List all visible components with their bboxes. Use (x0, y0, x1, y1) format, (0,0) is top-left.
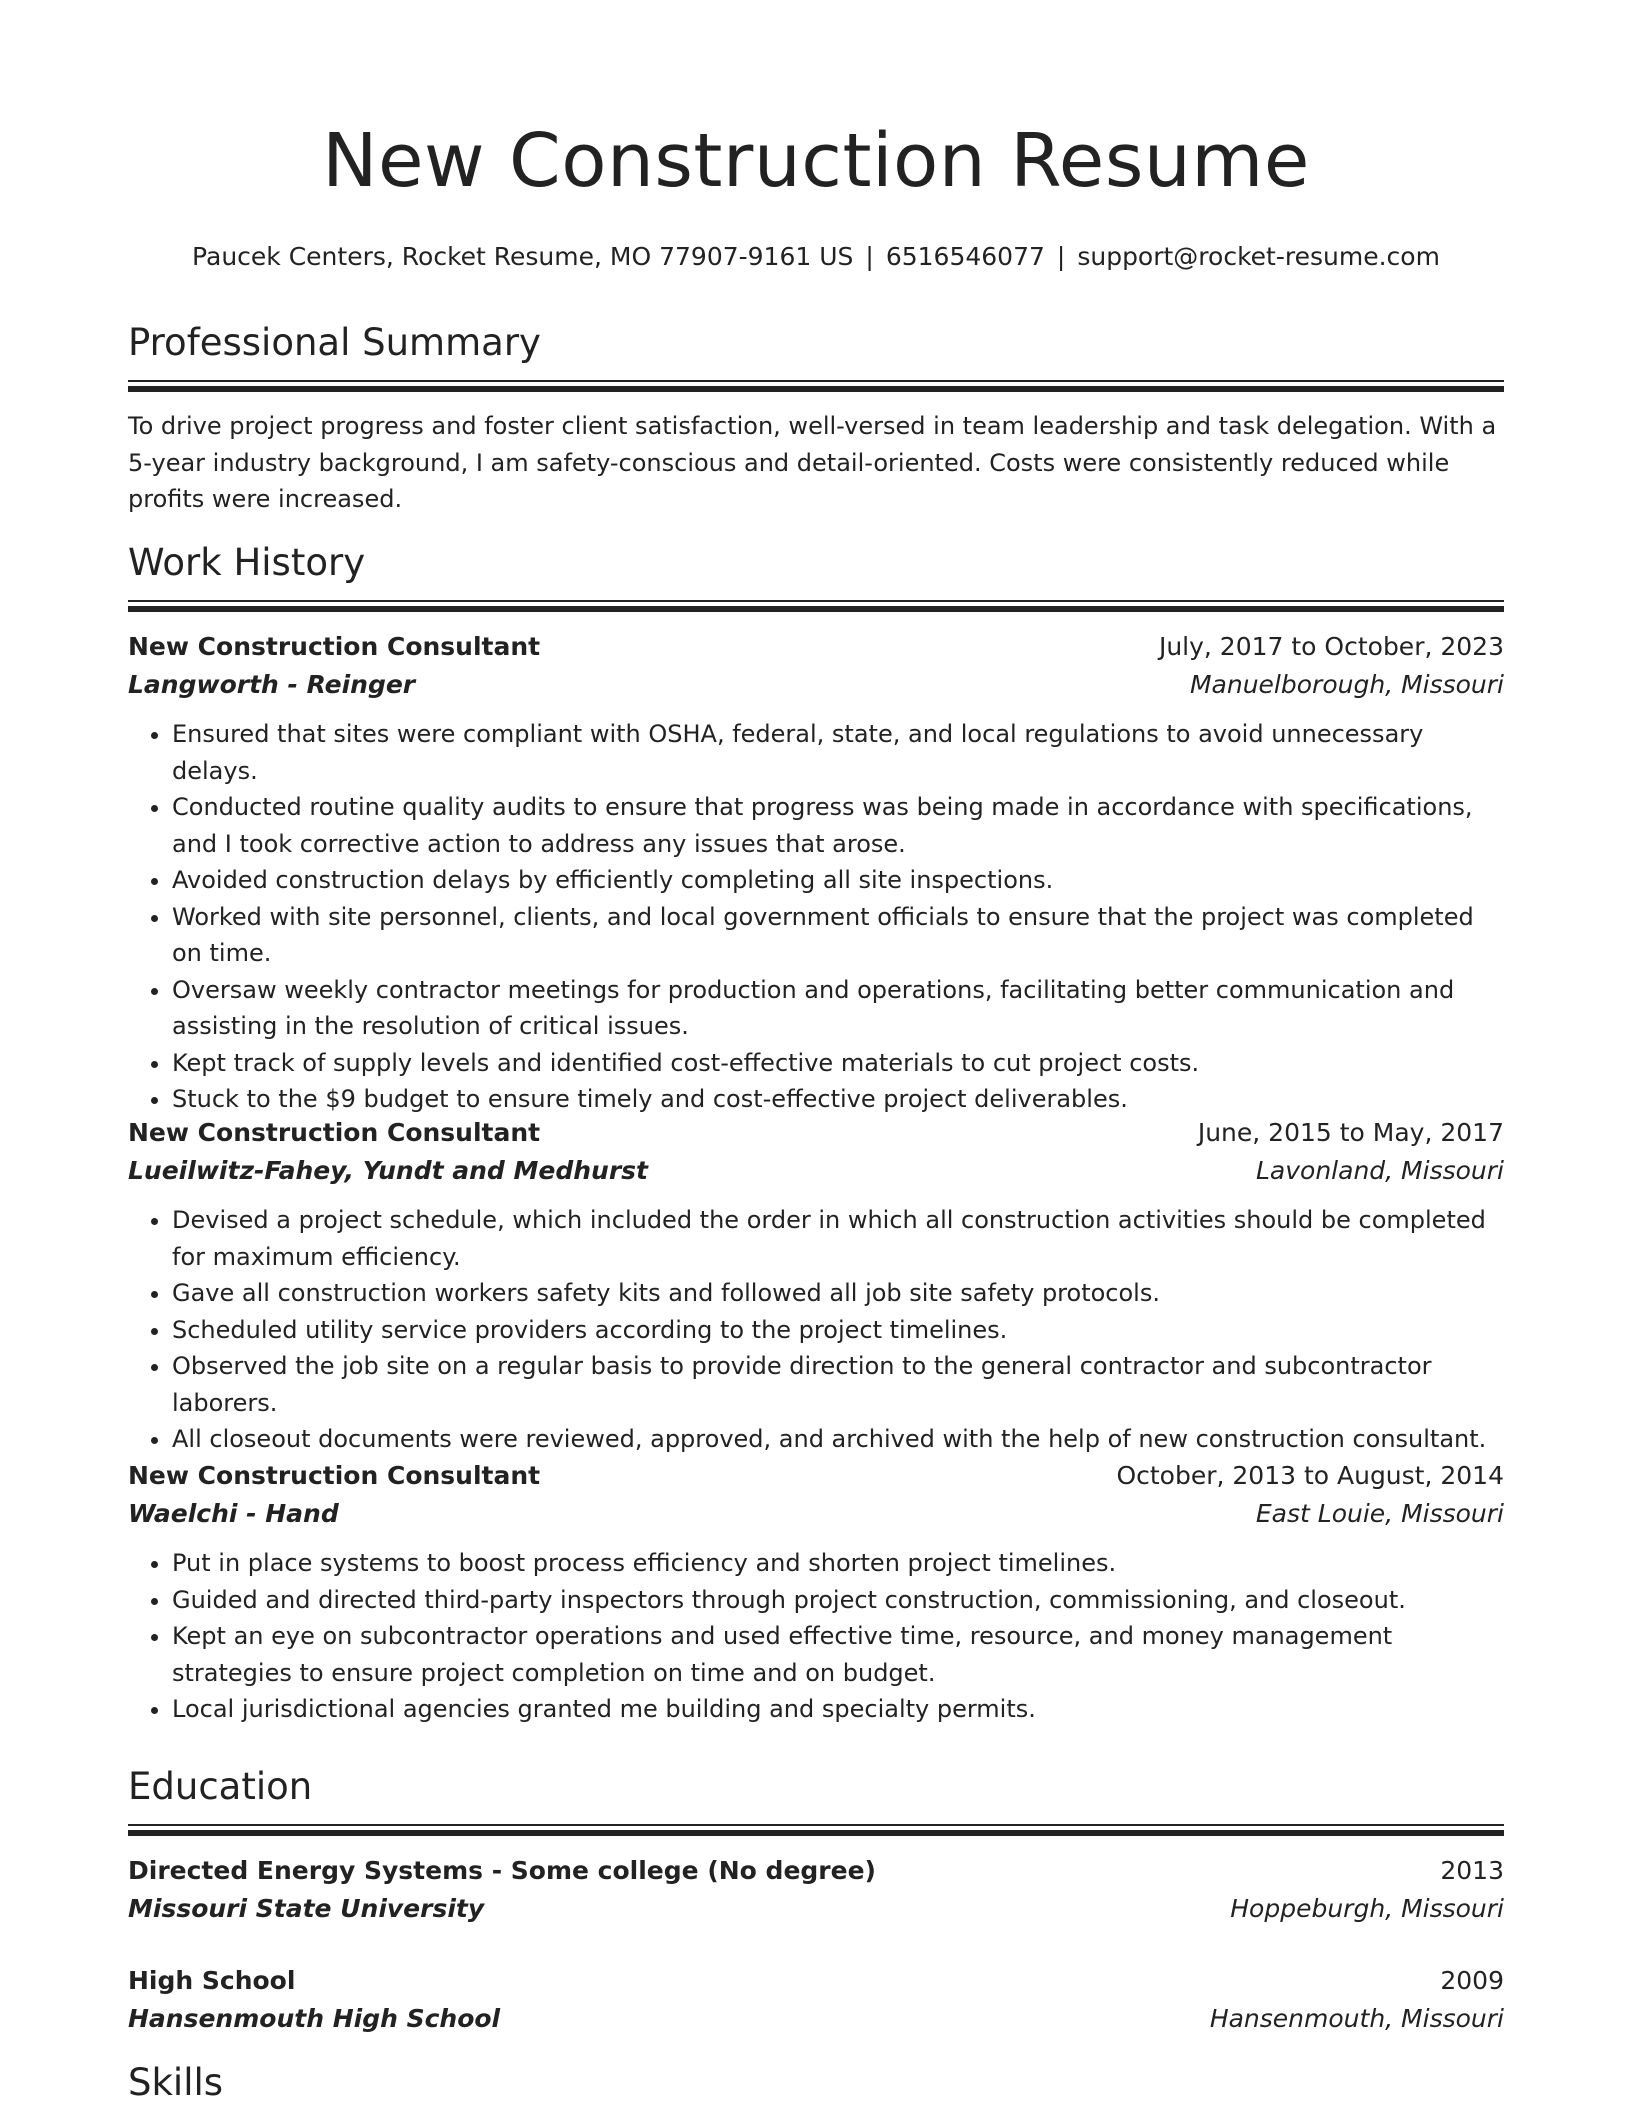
summary-text: To drive project progress and foster client satisfaction, well-versed in team leadership and task delegation. With a 5-year industry background, I am safety-conscious and detail-oriented. Costs were consistently reduced while profits were increased. (128, 412, 1497, 513)
education-subheader (128, 2000, 1504, 2038)
job-bullet: • Devised a project schedule, which included the order in which all construction activities should be completed for maximum efficiency. (172, 1202, 1504, 1275)
education-year: 2009 (1440, 1966, 1504, 1995)
job-subheader (128, 1495, 1504, 1533)
work-heading: Work History (128, 541, 366, 584)
section-rule (128, 380, 1504, 382)
job-company: Waelchi - Hand (128, 1499, 339, 1528)
job-entry (128, 1457, 1504, 1728)
job-bullets (128, 1202, 1504, 1458)
education-location: Hoppeburgh, Missouri (1230, 1894, 1504, 1923)
job-location: Manuelborough, Missouri (1189, 670, 1504, 699)
education-header (128, 1852, 1504, 1890)
section-rule (128, 600, 1504, 602)
job-bullet: • Gave all construction workers safety kits and followed all job site safety protocols. (172, 1275, 1504, 1312)
job-bullets (128, 1545, 1504, 1728)
job-subheader (128, 666, 1504, 704)
job-location: Lavonland, Missouri (1256, 1156, 1504, 1185)
job-dates: June, 2015 to May, 2017 (1197, 1118, 1504, 1147)
job-bullet: • Guided and directed third-party inspectors through project construction, commissioning, and closeout. (172, 1582, 1504, 1619)
contact-separator: | (865, 242, 874, 271)
job-bullet: • Kept track of supply levels and identified cost-effective materials to cut project costs. (172, 1045, 1504, 1082)
job-company: Lueilwitz-Fahey, Yundt and Medhurst (128, 1156, 649, 1185)
education-school: Hansenmouth High School (128, 2004, 501, 2033)
section-rule-thick (128, 606, 1504, 612)
job-bullet: • Observed the job site on a regular basis to provide direction to the general contractor and subcontractor laborers. (172, 1348, 1504, 1421)
job-title: New Construction Consultant (128, 1118, 541, 1147)
work-section (128, 538, 1504, 612)
education-section (128, 1762, 1504, 1836)
education-header (128, 1962, 1504, 2000)
education-heading: Education (128, 1765, 313, 1808)
job-bullet: • Kept an eye on subcontractor operations and used effective time, resource, and money management strategies to ensure project completion on time and on budget. (172, 1618, 1504, 1691)
education-subheader (128, 1890, 1504, 1928)
job-header (128, 1457, 1504, 1495)
job-title: New Construction Consultant (128, 632, 541, 661)
job-bullet: • Put in place systems to boost process efficiency and shorten project timelines. (172, 1545, 1504, 1582)
job-subheader (128, 1152, 1504, 1190)
job-bullet: • Stuck to the $9 budget to ensure timely and cost-effective project deliverables. (172, 1081, 1504, 1118)
job-bullet: • Avoided construction delays by efficiently completing all site inspections. (172, 862, 1504, 899)
education-entry (128, 1852, 1504, 1928)
job-bullets (128, 716, 1504, 1118)
resume-title: New Construction Resume (322, 118, 1310, 204)
job-title: New Construction Consultant (128, 1461, 541, 1490)
job-bullet: • Oversaw weekly contractor meetings for production and operations, facilitating better communication and assisting in the resolution of critical issues. (172, 972, 1504, 1045)
contact-address: Paucek Centers, Rocket Resume, MO 77907-9161 US (192, 242, 854, 271)
summary-section (128, 318, 1504, 518)
job-bullet: • Scheduled utility service providers according to the project timelines. (172, 1312, 1504, 1349)
education-school: Missouri State University (128, 1894, 485, 1923)
education-entry (128, 1962, 1504, 2038)
job-entry (128, 628, 1504, 1118)
education-degree: High School (128, 1966, 296, 1995)
contact-separator: | (1056, 242, 1066, 271)
section-rule-thick (128, 386, 1504, 392)
education-year: 2013 (1440, 1856, 1504, 1885)
job-bullet: • Worked with site personnel, clients, and local government officials to ensure that the project was completed on time. (172, 899, 1504, 972)
job-location: East Louie, Missouri (1255, 1499, 1504, 1528)
education-location: Hansenmouth, Missouri (1209, 2004, 1504, 2033)
job-entry (128, 1114, 1504, 1458)
job-dates: October, 2013 to August, 2014 (1116, 1461, 1504, 1490)
job-header (128, 628, 1504, 666)
education-degree: Directed Energy Systems - Some college (No degree) (128, 1856, 876, 1885)
job-bullet: • Local jurisdictional agencies granted me building and specialty permits. (172, 1691, 1504, 1728)
job-company: Langworth - Reinger (128, 670, 416, 699)
job-header (128, 1114, 1504, 1152)
job-bullet: • Ensured that sites were compliant with OSHA, federal, state, and local regulations to avoid unnecessary delays. (172, 716, 1504, 789)
section-rule (128, 1824, 1504, 1826)
contact-line (0, 242, 1632, 271)
skills-heading: Skills (128, 2061, 224, 2104)
summary-heading: Professional Summary (128, 321, 541, 364)
contact-email: support@rocket-resume.com (1077, 242, 1440, 271)
section-rule-thick (128, 1830, 1504, 1836)
contact-phone: 6516546077 (885, 242, 1045, 271)
job-bullet: • Conducted routine quality audits to ensure that progress was being made in accordance with specifications, and I took corrective action to address any issues that arose. (172, 789, 1504, 862)
skills-section (128, 2058, 1504, 2108)
job-bullet: • All closeout documents were reviewed, approved, and archived with the help of new construction consultant. (172, 1421, 1504, 1458)
job-dates: July, 2017 to October, 2023 (1158, 632, 1504, 661)
